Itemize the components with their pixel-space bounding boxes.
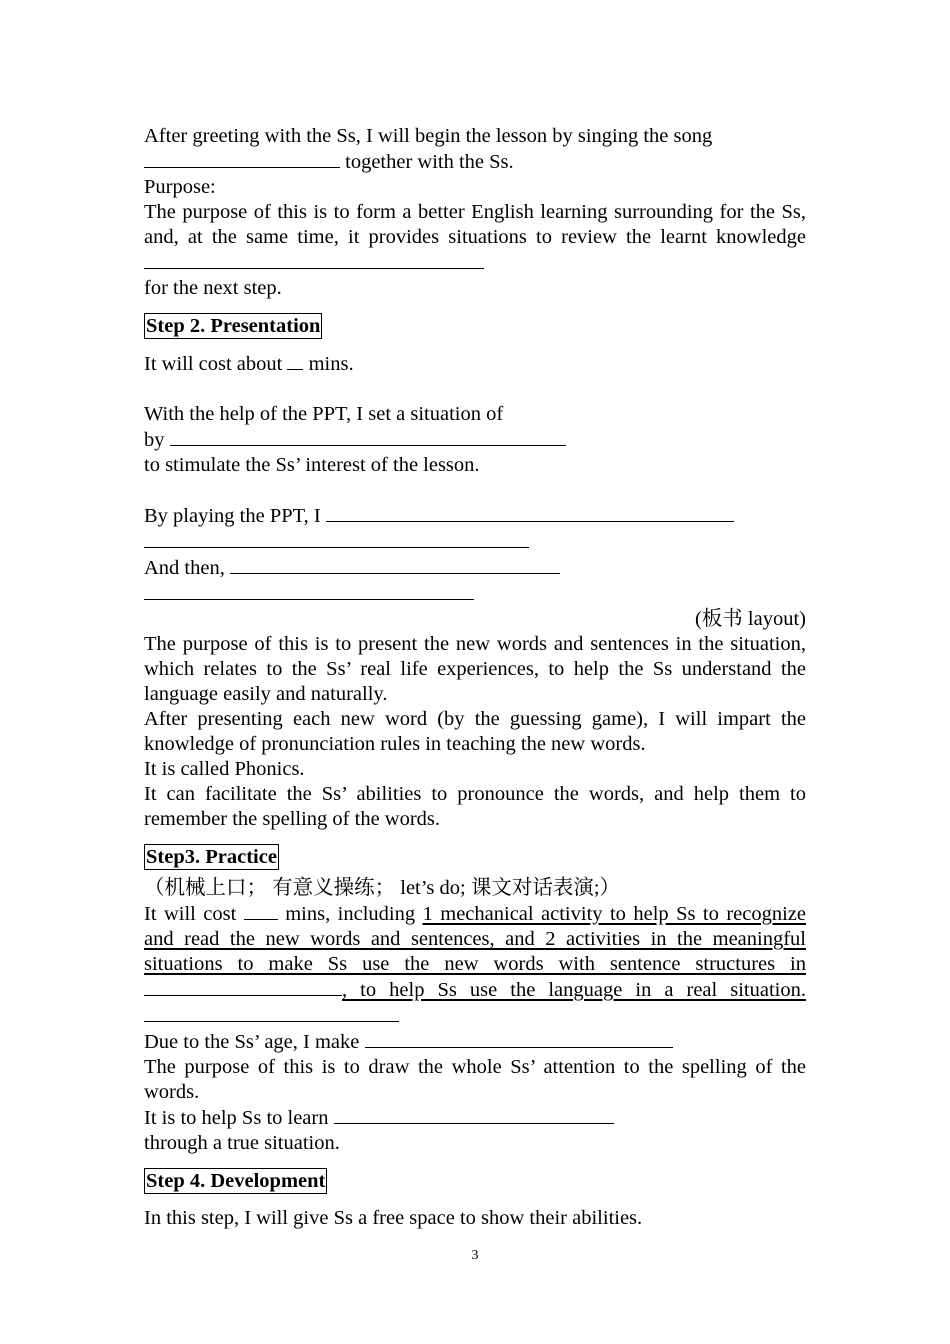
- intro-purpose-text: The purpose of this is to form a better English learning surrounding for the Ss, and, at the same time, it provides situations to review the learnt knowledge: [144, 201, 806, 248]
- step2-cost-unit: mins.: [303, 353, 354, 375]
- step2-by-blank: [170, 427, 566, 446]
- step3-help-learn: [144, 1105, 806, 1131]
- knowledge-blank: [144, 250, 484, 269]
- step3-due-to-blank: [365, 1029, 673, 1048]
- step2-phonics: It is called Phonics.: [144, 758, 305, 780]
- song-blank: [144, 149, 340, 168]
- intro-line-1: After greeting with the Ss, I will begin the lesson by singing the song: [144, 125, 713, 147]
- step2-extra-blank-1: [144, 529, 529, 548]
- step2-stimulate: to stimulate the Ss’ interest of the lesson.: [144, 454, 480, 476]
- step2-blank-line-2: [144, 581, 806, 607]
- step3-including-b: , to help Ss use the language in a real situation.: [342, 979, 806, 1001]
- step3-due-to-text: Due to the Ss’ age, I make: [144, 1031, 365, 1053]
- document-page: [144, 124, 806, 1231]
- step3-cost-blank: [244, 901, 278, 920]
- step3-due-to: [144, 1029, 806, 1055]
- intro-line-2: [144, 149, 806, 175]
- step3-help-learn-blank: [334, 1105, 614, 1124]
- step2-by-text: by: [144, 429, 170, 451]
- step3-including-a: 1 mechanical activity to help Ss to recognize and read the new words and sentences, and 2 activities in the meaningful situations to make Ss use the new words with sentence structures in: [144, 903, 806, 975]
- layout-note: (板书 layout): [694, 608, 806, 630]
- step2-by-line: [144, 427, 806, 453]
- intro-purpose: [144, 200, 806, 276]
- page-number: 3: [471, 1248, 479, 1263]
- step3-purpose: The purpose of this is to draw the whole Ss’ attention to the spelling of the words.: [144, 1056, 806, 1103]
- intro-line-2-text: together with the Ss.: [340, 151, 514, 173]
- step2-purpose: The purpose of this is to present the new words and sentences in the situation, which relates to the Ss’ real life experiences, to help the Ss understand the language easily and naturally.: [144, 633, 806, 705]
- step4-text: In this step, I will give Ss a free space to show their abilities.: [144, 1207, 643, 1229]
- step3-heading: Step3. Practice: [146, 846, 277, 868]
- step2-and-then-line: [144, 555, 806, 581]
- intro-next-step: for the next step.: [144, 277, 282, 299]
- step3-through: through a true situation.: [144, 1132, 340, 1154]
- step2-cost-text: It will cost about: [144, 353, 283, 375]
- step3-cost: [144, 901, 806, 1029]
- step2-facilitate: It can facilitate the Ss’ abilities to pronounce the words, and help them to remember the spelling of the words.: [144, 783, 806, 830]
- purpose-label: Purpose:: [144, 176, 216, 198]
- step3-help-learn-text: It is to help Ss to learn: [144, 1107, 334, 1129]
- step2-blank-line-1: [144, 529, 806, 555]
- step2-and-then-text: And then,: [144, 557, 230, 579]
- step3-cost-mid: mins, including: [277, 903, 423, 925]
- step3-cost-prefix: It will cost: [144, 903, 244, 925]
- step2-playing-text: By playing the PPT, I: [144, 505, 326, 527]
- step2-help-line: With the help of the PPT, I set a situation of: [144, 403, 504, 425]
- step2-cost: [144, 351, 806, 377]
- step3-situation-blank: [144, 1003, 399, 1022]
- step4-heading: Step 4. Development: [146, 1170, 326, 1192]
- step2-playing-line: [144, 503, 806, 529]
- step2-and-then-blank: [230, 555, 560, 574]
- step3-chinese-note: （机械上口； 有意义操练； let’s do; 课文对话表演;）: [144, 877, 621, 899]
- step3-structures-blank: [144, 977, 342, 996]
- step2-playing-blank: [326, 503, 734, 522]
- step2-heading: Step 2. Presentation: [146, 315, 321, 337]
- step2-extra-blank-2: [144, 581, 474, 600]
- step2-cost-blank: [287, 351, 303, 370]
- step2-after-presenting: After presenting each new word (by the guessing game), I will impart the knowledge of pronunciation rules in teaching the new words.: [144, 708, 806, 755]
